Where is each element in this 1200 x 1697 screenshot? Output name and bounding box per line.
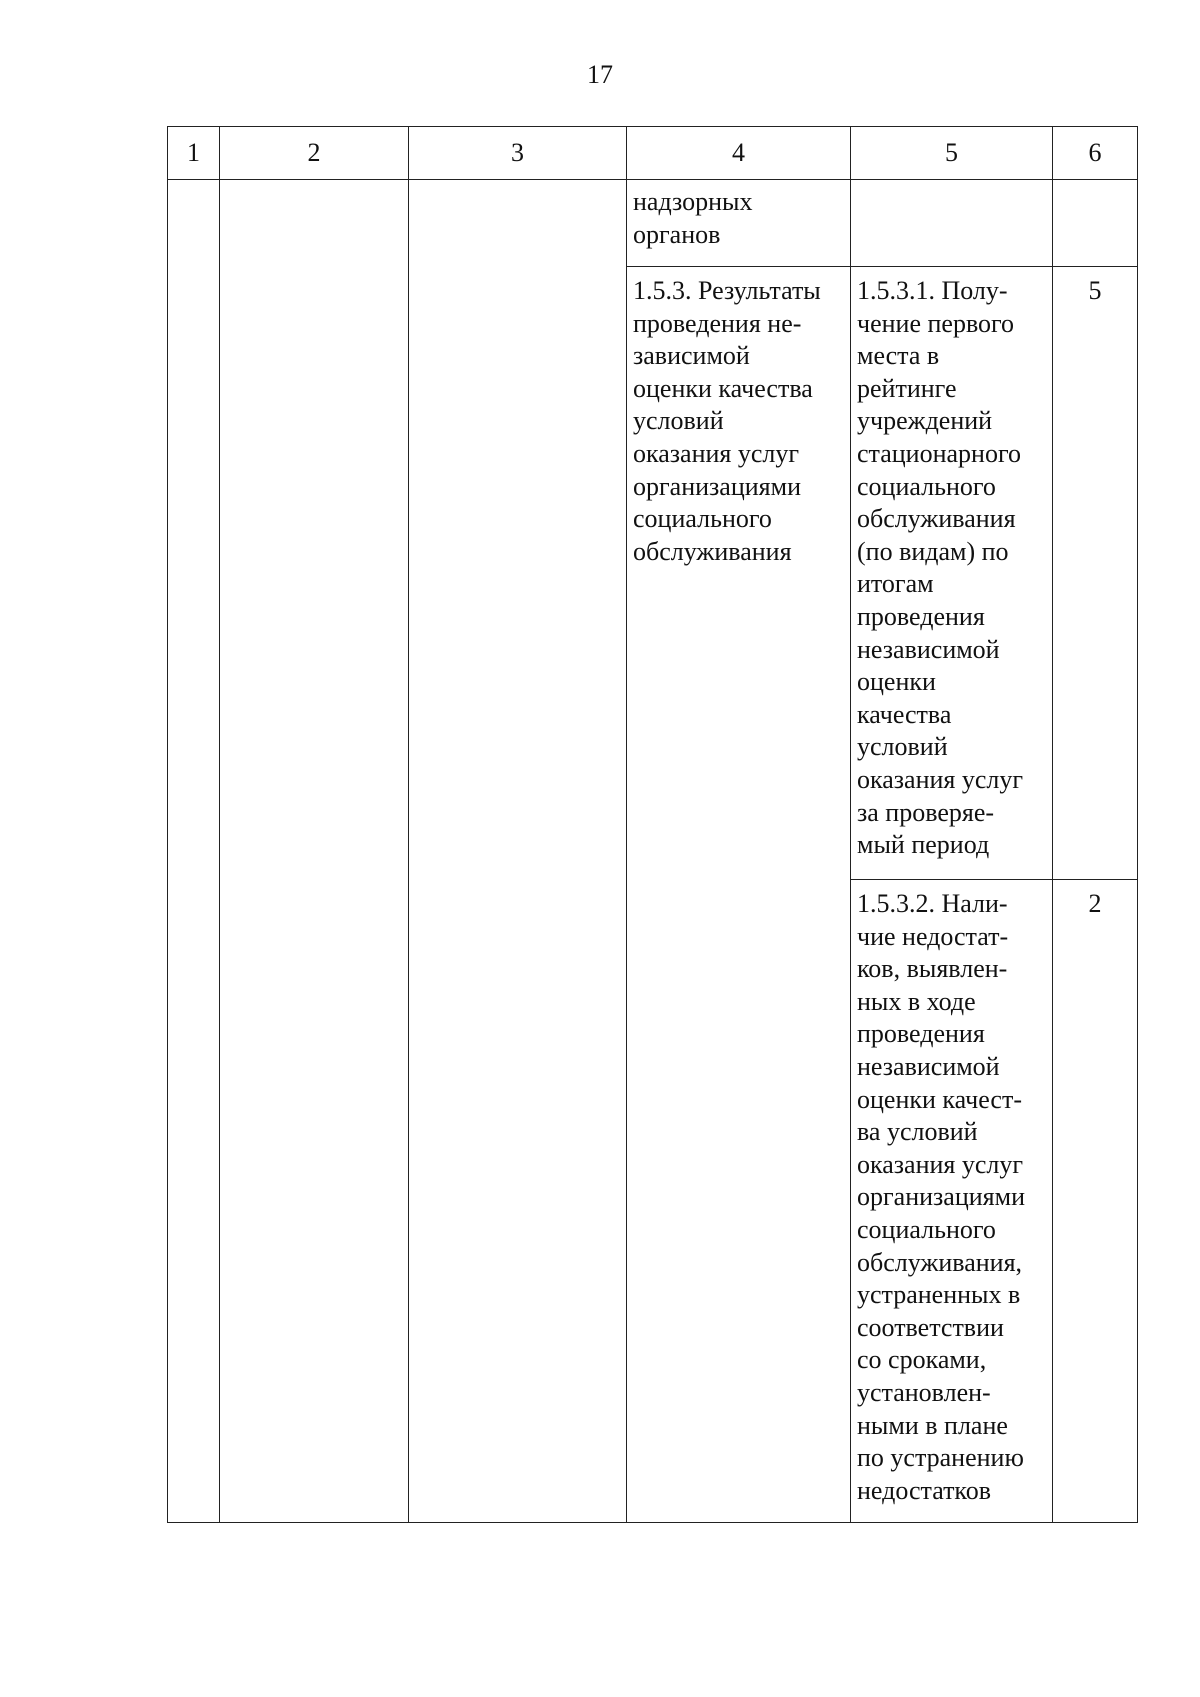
text-line: итогам	[857, 569, 934, 599]
text-line: социального	[633, 504, 772, 534]
text-line: проведения	[857, 601, 985, 631]
score-cell-1-5-3-1	[1053, 267, 1138, 880]
criterion-1-5-3-text	[633, 267, 844, 568]
header-cell-4: 4	[627, 127, 851, 180]
header-cell-2: 2	[220, 127, 409, 180]
text-line: чение первого	[857, 308, 1015, 338]
text-line: по устранению	[857, 1443, 1024, 1473]
text-line: оценки качест-	[857, 1084, 1022, 1114]
text-line: ва условий	[857, 1117, 978, 1147]
text-line: мый период	[857, 830, 990, 860]
criterion-1-5-3-cell	[627, 267, 851, 1523]
empty-score-cell	[1053, 180, 1138, 267]
score-value: 5	[1088, 276, 1102, 305]
text-line: надзорных	[633, 187, 753, 216]
text-line: установлен-	[857, 1377, 991, 1407]
text-line: (по видам) по	[857, 536, 1009, 566]
text-line: социального	[857, 1214, 996, 1244]
text-line: обслуживания	[857, 504, 1016, 534]
text-line: проведения не-	[633, 308, 802, 338]
text-line: условий	[633, 406, 724, 436]
text-line: 1.5.3.2. Нали-	[857, 889, 1008, 918]
text-line: соответствии	[857, 1312, 1004, 1342]
score-cell-1-5-3-2	[1053, 880, 1138, 1523]
text-line: оценки качества	[633, 373, 813, 403]
text-line: оказания услуг	[633, 438, 800, 468]
text-line: оказания услуг	[857, 764, 1024, 794]
text-line: стационарного	[857, 438, 1021, 468]
text-line: чие недостат-	[857, 921, 1009, 951]
continued-criterion-cell	[627, 180, 851, 267]
text-line: условий	[857, 732, 948, 762]
text-line: 1.5.3.1. Полу-	[857, 276, 1008, 305]
header-cell-3: 3	[409, 127, 627, 180]
column-1-cell	[168, 180, 220, 1523]
text-line: обслуживания,	[857, 1247, 1023, 1277]
text-line: ков, выявлен-	[857, 954, 1008, 984]
text-line: недостатков	[857, 1475, 992, 1505]
text-line: оценки	[857, 667, 936, 697]
text-line: независимой	[857, 1051, 1000, 1081]
indicator-1-5-3-1-cell	[851, 267, 1053, 880]
table-header-row	[168, 127, 1138, 180]
text-line: органов	[633, 219, 721, 249]
text-line: социального	[857, 471, 996, 501]
continued-criterion-text	[633, 180, 844, 251]
indicator-1-5-3-1-text	[857, 267, 1046, 862]
text-line: обслуживания	[633, 536, 792, 566]
text-line: со сроками,	[857, 1345, 987, 1375]
text-line: учреждений	[857, 406, 993, 436]
indicator-1-5-3-2-text	[857, 880, 1046, 1507]
text-line: места в	[857, 341, 940, 371]
page-number: 17	[587, 60, 613, 89]
text-line: рейтинге	[857, 373, 957, 403]
text-line: ными в плане	[857, 1410, 1008, 1440]
text-line: 1.5.3. Результаты	[633, 276, 821, 305]
header-cell-1: 1	[168, 127, 220, 180]
text-line: ных в ходе	[857, 986, 976, 1016]
text-line: устраненных в	[857, 1280, 1021, 1310]
header-cell-5: 5	[851, 127, 1053, 180]
score-value: 2	[1088, 889, 1102, 918]
text-line: организациями	[857, 1182, 1025, 1212]
text-line: организациями	[633, 471, 801, 501]
column-3-cell	[409, 180, 627, 1523]
text-line: оказания услуг	[857, 1149, 1024, 1179]
text-line: проведения	[857, 1019, 985, 1049]
text-line: зависимой	[633, 341, 750, 371]
text-line: независимой	[857, 634, 1000, 664]
column-2-cell	[220, 180, 409, 1523]
empty-indicator-cell	[851, 180, 1053, 267]
table-row	[168, 180, 1138, 267]
text-line: за проверяе-	[857, 797, 995, 827]
indicator-1-5-3-2-cell	[851, 880, 1053, 1523]
text-line: качества	[857, 699, 952, 729]
criteria-table	[167, 126, 1138, 1523]
header-cell-6: 6	[1053, 127, 1138, 180]
